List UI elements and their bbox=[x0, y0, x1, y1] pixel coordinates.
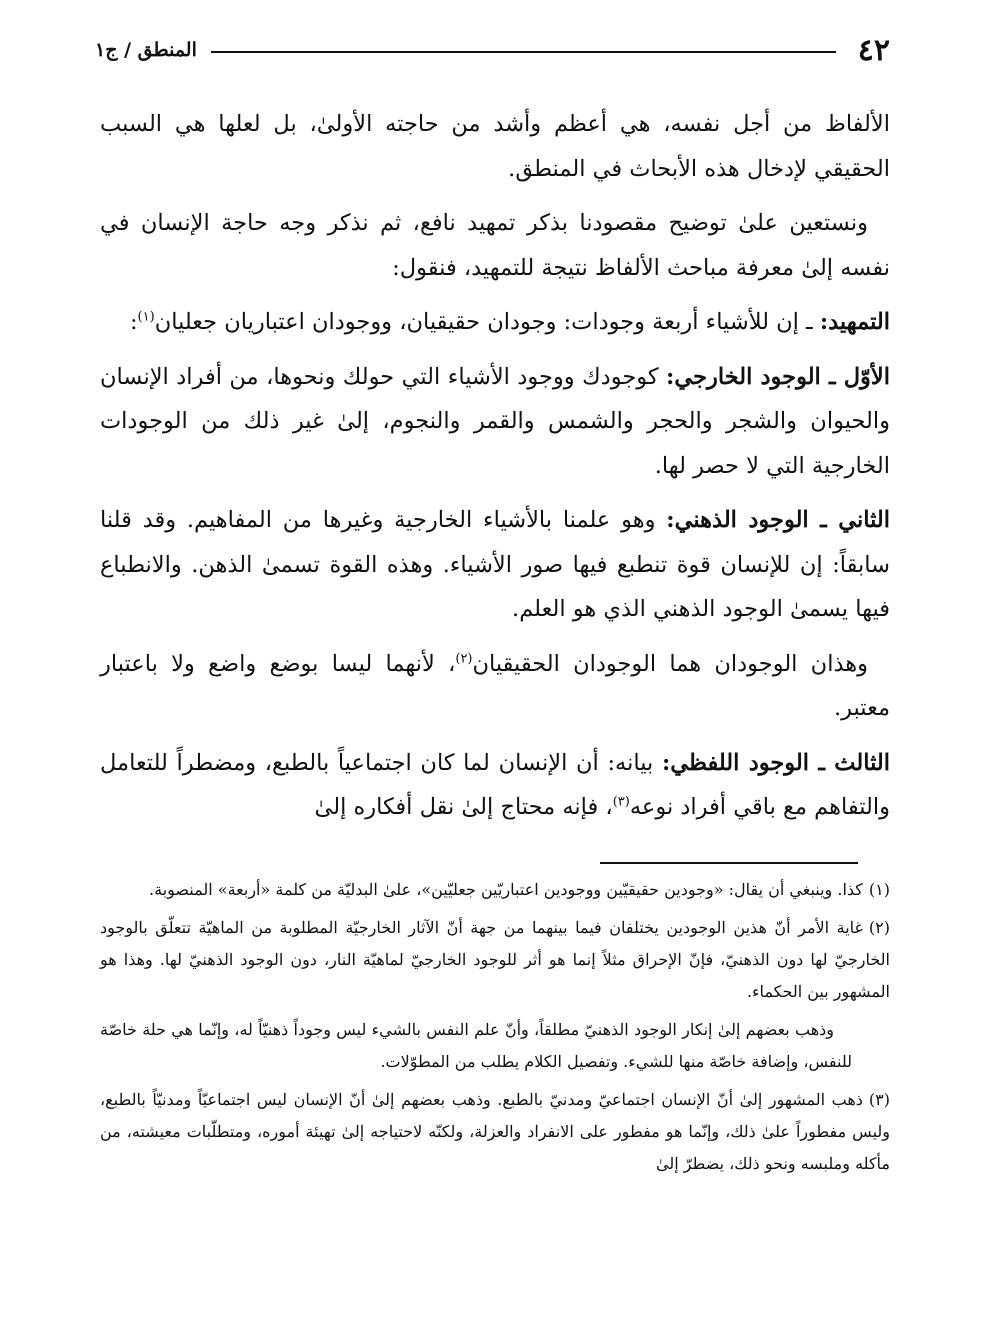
running-title: المنطق / ج١ bbox=[95, 39, 197, 61]
page-number: ٤٢ bbox=[857, 32, 890, 68]
paragraph-verbal-existence: الثالث ـ الوجود اللفظي: بيانه: أن الإنسان لما كان اجتماعياً بالطبع، ومضطراً للتعامل والتفاهم مع باقي أفراد نوعه$^{(٣)}$، فإنه محتاج إلىٰ نقل أفكاره إلىٰ bbox=[100, 749, 890, 820]
footnote-ref-2: (٢) bbox=[455, 651, 473, 666]
paragraph-heading: التمهيد: bbox=[819, 309, 890, 335]
paragraph-mental-existence: الثاني ـ الوجود الذهني: وهو علمنا بالأشياء الخارجية وغيرها من المفاهيم. وقد قلنا سابقاً: إن للإنسان قوة تنطبع فيها صور الأشياء. وهذه القوة تسمىٰ الذهن. والانطباع فيها يسمىٰ الوجود الذهني الذي هو العلم. bbox=[100, 507, 890, 622]
footnote-2: (٢)غاية الأمر أنّ هذين الوجودين يختلفان فيما بينهما من جهة أنّ الآثار الخارجيّة المطلوبة من الماهيّة تتعلّق بالوجود الخارجيّ لها دون الذهنيّ، فإنّ الإحراق مثلاً إنما هو أثر للوجود الخارجيّ لماهيّة النار، دون الوجود الذهنيّ لها. وهذا هو المشهور بين الحكماء. bbox=[100, 918, 890, 1001]
footnote-separator bbox=[600, 862, 858, 864]
footnote-number: (٢) bbox=[868, 918, 890, 937]
body-text bbox=[100, 102, 890, 840]
footnote-number: (١) bbox=[868, 880, 890, 899]
paragraph-2: ونستعين علىٰ توضيح مقصودنا بذكر تمهيد نافع، ثم نذكر وجه حاجة الإنسان في نفسه إلىٰ معرفة مباحث الألفاظ نتيجة للتمهيد، فنقول: bbox=[100, 210, 890, 281]
footnote-1: (١)كذا. وينبغي أن يقال: «وجودين حقيقيّين ووجودين اعتباريّين جعليّين»، علىٰ البدليّة من كلمة «أربعة» المنصوبة. bbox=[149, 880, 890, 899]
paragraph-heading: الأوّل ـ الوجود الخارجي: bbox=[666, 363, 890, 390]
paragraph-tamheed: التمهيد: ـ إن للأشياء أربعة وجودات: وجودان حقيقيان، ووجودان اعتباريان جعليان$^{(١)}$: bbox=[129, 309, 890, 335]
header-rule bbox=[211, 51, 836, 53]
paragraph-1: الألفاظ من أجل نفسه، هي أعظم وأشد من حاجته الأولىٰ، بل لعلها هي السبب الحقيقي لإدخال هذه الأبحاث في المنطق. bbox=[100, 111, 890, 182]
paragraph-real-existences: وهذان الوجودان هما الوجودان الحقيقيان$^{(٢)}$، لأنهما ليسا بوضع واضع ولا باعتبار معتبر. bbox=[100, 650, 890, 721]
paragraph-heading: الثاني ـ الوجود الذهني: bbox=[666, 507, 890, 533]
footnote-ref-1: (١) bbox=[137, 309, 155, 325]
paragraph-heading: الثالث ـ الوجود اللفظي: bbox=[661, 749, 890, 776]
page-header bbox=[95, 30, 890, 70]
footnote-2-continuation: وذهب بعضهم إلىٰ إنكار الوجود الذهنيّ مطلقاً، وأنّ علم النفس بالشيء ليس وجوداً ذهنيّاً له، وإنّما هي حلة خاصّة للنفس، وإضافة خاصّة منها للشيء. وتفصيل الكلام يطلب من المطوّلات. bbox=[100, 1020, 852, 1071]
footnote-number: (٣) bbox=[868, 1090, 890, 1109]
footnotes bbox=[100, 874, 890, 1186]
paragraph-external-existence: الأوّل ـ الوجود الخارجي: كوجودك ووجود الأشياء التي حولك ونحوها، من أفراد الإنسان والحيوان والشجر والحجر والشمس والقمر والنجوم، إلىٰ غير ذلك من الوجودات الخارجية التي لا حصر لها. bbox=[100, 363, 890, 479]
footnote-ref-3: (٣) bbox=[612, 794, 630, 810]
footnote-3: (٣)ذهب المشهور إلىٰ أنّ الإنسان اجتماعيّ ومدنيّ بالطبع. وذهب بعضهم إلىٰ أنّ الإنسان ليس اجتماعيّاً ومدنيّاً بالطبع، وليس مفطوراً علىٰ ذلك، وإنّما هو مفطور على الانفراد والعزلة، ولكنّه لاحتياجه إلىٰ تهيئة أموره، ومتطلّبات معيشته، من مأكله وملبسه ونحو ذلك، يضطرّ إلىٰ bbox=[100, 1090, 891, 1173]
